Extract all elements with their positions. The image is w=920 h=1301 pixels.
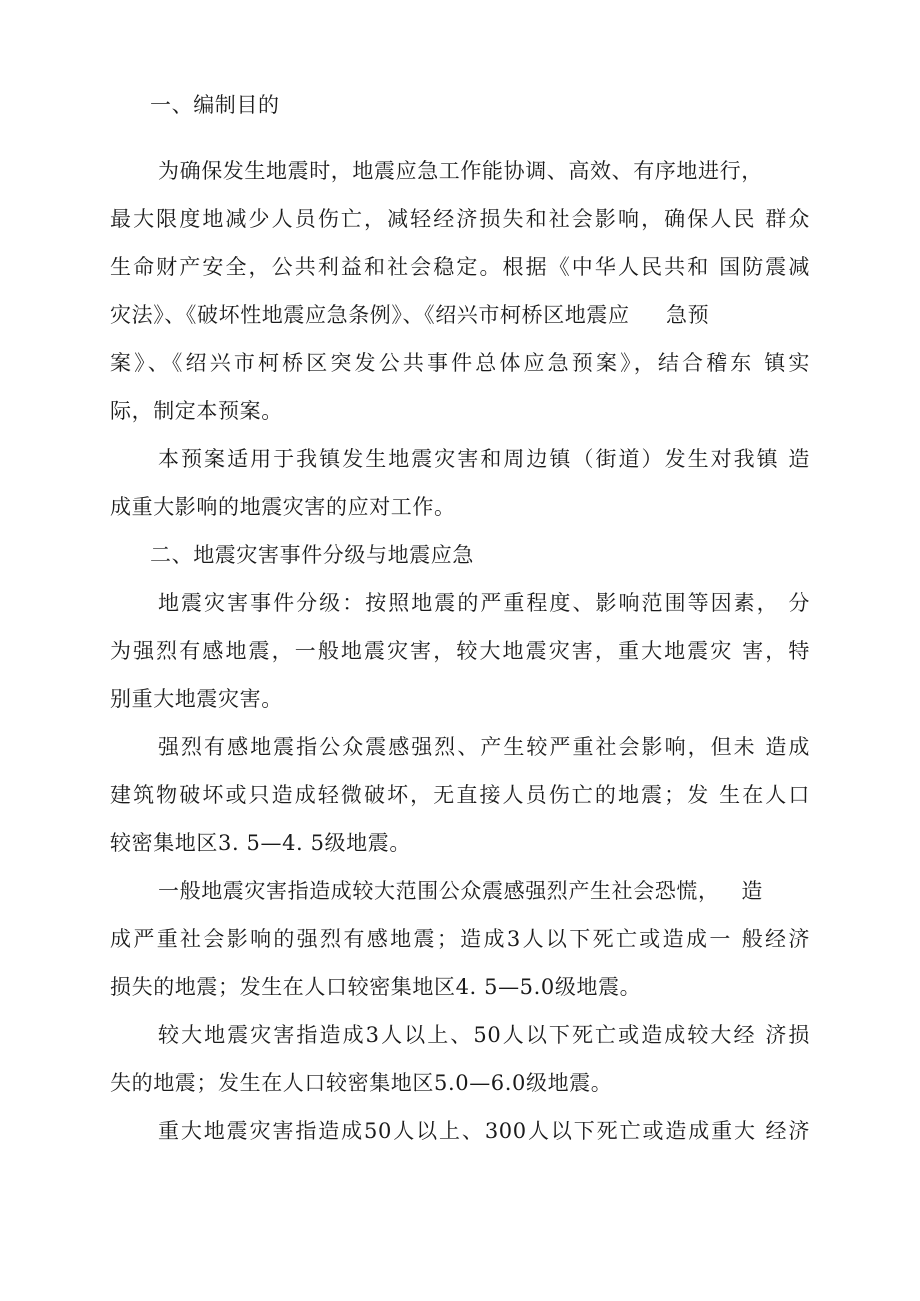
paragraph-line: 较密集地区3. 5—4. 5级地震。 bbox=[110, 831, 411, 855]
paragraph-line: 本预案适用于我镇发生地震灾害和周边镇（街道）发生对我镇 造 bbox=[158, 447, 810, 471]
paragraph-line: 际，制定本预案。 bbox=[110, 399, 283, 423]
paragraph-line: 为确保发生地震时，地震应急工作能协调、高效、有序地进行， bbox=[158, 159, 763, 183]
paragraph-line: 为强烈有感地震，一般地震灾害，较大地震灾害，重大地震灾 害，特 bbox=[110, 639, 810, 663]
paragraph-line: 一般地震灾害指造成较大范围公众震感强烈产生社会恐慌， 造 bbox=[158, 879, 764, 903]
paragraph-line: 强烈有感地震指公众震感强烈、产生较严重社会影响，但未 造成 bbox=[158, 735, 810, 759]
paragraph-line: 别重大地震灾害。 bbox=[110, 687, 283, 711]
paragraph-line: 生命财产安全，公共利益和社会稳定。根据《中华人民共和 国防震减 bbox=[110, 255, 810, 279]
paragraph-line: 地震灾害事件分级：按照地震的严重程度、影响范围等因素， 分 bbox=[158, 591, 810, 615]
section-heading-classification: 二、地震灾害事件分级与地震应急 bbox=[150, 543, 474, 567]
paragraph-line: 建筑物破坏或只造成轻微破坏，无直接人员伤亡的地震；发 生在人口 bbox=[110, 783, 810, 807]
section-heading-purpose: 一、编制目的 bbox=[150, 93, 280, 117]
paragraph-line: 损失的地震；发生在人口较密集地区4. 5—5.0级地震。 bbox=[110, 975, 642, 999]
paragraph-line: 较大地震灾害指造成3人以上、50人以下死亡或造成较大经 济损 bbox=[158, 1023, 810, 1047]
paragraph-line: 成重大影响的地震灾害的应对工作。 bbox=[110, 495, 456, 519]
paragraph-line: 成严重社会影响的强烈有感地震；造成3人以下死亡或造成一 般经济 bbox=[110, 927, 810, 951]
paragraph-line: 最大限度地减少人员伤亡，减轻经济损失和社会影响，确保人民 群众 bbox=[110, 207, 810, 231]
paragraph-line: 失的地震；发生在人口较密集地区5.0—6.0级地震。 bbox=[110, 1071, 613, 1095]
paragraph-line: 灾法》、《破坏性地震应急条例》、《绍兴市柯桥区地震应 急预 bbox=[110, 303, 710, 327]
paragraph-line: 重大地震灾害指造成50人以上、300人以下死亡或造成重大 经济 bbox=[158, 1119, 810, 1143]
paragraph-line: 案》、《绍兴市柯桥区突发公共事件总体应急预案》，结合稽东 镇实 bbox=[110, 351, 810, 375]
